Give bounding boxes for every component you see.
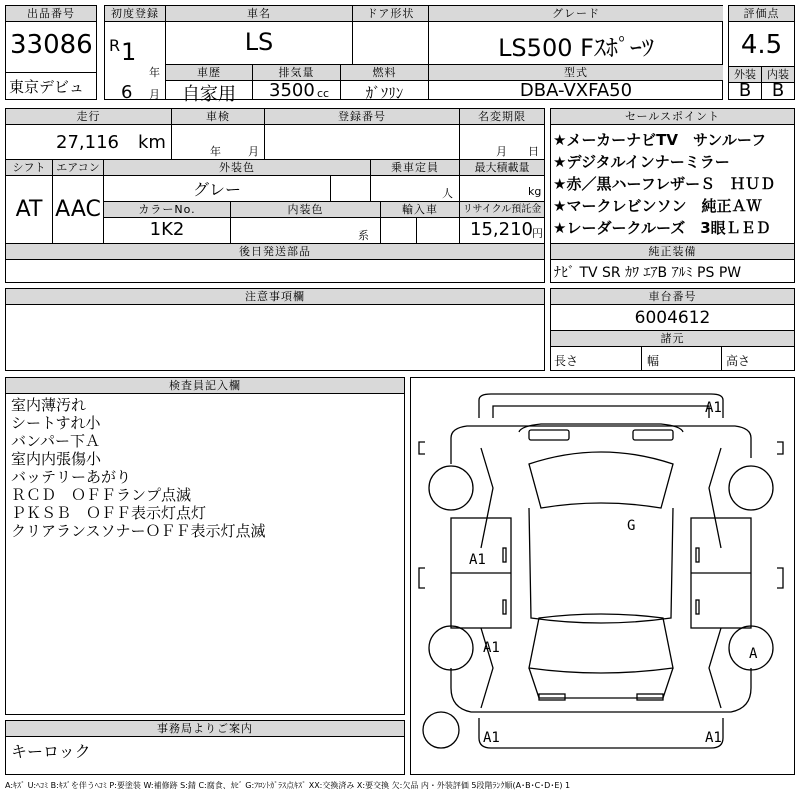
exterior-grade: B	[738, 80, 752, 101]
header-main-box	[104, 5, 723, 105]
inspector-note: ＰＫＳＢ ＯＦＦ表示灯点灯	[11, 504, 207, 522]
inspector-note: シートすれ小	[11, 414, 101, 432]
inspection-month-unit: 月	[248, 145, 259, 158]
name-change-month-unit: 月	[496, 145, 507, 158]
inspection-label: 車検	[172, 109, 264, 124]
score: 4.5	[740, 30, 783, 60]
recycle-amount: 15,210	[470, 219, 533, 240]
specs-box	[5, 108, 545, 283]
import-label: 輸入車	[381, 202, 459, 217]
office-label: 事務局よりご案内	[6, 721, 404, 736]
inspector-note: バンパー下Ａ	[11, 432, 100, 450]
sales-point-item: ★メーカーナビTV サンルーフ	[553, 131, 767, 149]
sales-point-item: ★マークレビンソン 純正ＡＷ	[553, 197, 762, 215]
car-name: LS	[244, 28, 274, 56]
max-load-label: 最大積載量	[460, 160, 544, 175]
ac-label: エアコン	[53, 160, 103, 175]
chassis-number: 6004612	[634, 308, 711, 328]
chassis-box	[550, 288, 795, 371]
ext-color: グレー	[192, 180, 241, 199]
dims-label: 諸元	[551, 331, 794, 346]
int-color-label: 内装色	[231, 202, 380, 217]
displacement-unit: cc	[317, 87, 330, 100]
first-reg-label: 初度登録	[105, 6, 165, 21]
inspector-box	[5, 377, 405, 715]
lot-number: 33086	[10, 30, 93, 60]
damage-mark-rear-left: A1	[483, 730, 500, 746]
chassis-label: 車台番号	[551, 289, 794, 304]
history-label: 車歴	[166, 65, 252, 80]
car-diagram-box	[410, 377, 795, 775]
height-label: 高さ	[726, 354, 751, 368]
max-load-unit: kg	[528, 185, 542, 198]
grade: LS500 Fｽﾎﾟｰﾂ	[498, 34, 654, 62]
office-text: キーロック	[11, 742, 91, 761]
era: R	[109, 36, 121, 55]
sales-point-item: ★赤／黒ハーフレザーＳ ＨＵＤ	[553, 175, 776, 193]
shift: AT	[15, 197, 43, 222]
recycle-unit: 円	[532, 227, 543, 240]
model-code-label: 型式	[429, 65, 723, 80]
inspector-note: 室内内張傷小	[11, 450, 102, 468]
legend: A:ｷｽﾞ U:ﾍｺﾐ B:ｷｽﾞを伴うﾍｺﾐ P:要塗装 W:補修跡 S:錆 C:腐食、ｶﾋﾞ G:ﾌﾛﾝﾄｶﾞﾗｽ点ｷｽﾞ XX:交換済み X:要交換 欠:欠品 内・外装評価 5段階ﾗﾝｸ順(A･B･C･D･E) 1	[5, 781, 571, 790]
lot-number-label: 出品番号	[6, 6, 96, 21]
interior-label: 内装	[762, 67, 794, 82]
fuel: ｶﾞｿﾘﾝ	[365, 84, 404, 102]
venue: 東京デビュ	[9, 78, 85, 96]
notes-box	[5, 288, 545, 371]
month-unit: 月	[149, 88, 160, 101]
notes-label: 注意事項欄	[6, 289, 544, 304]
car-diagram	[411, 378, 794, 774]
office-box	[5, 720, 405, 775]
damage-mark-rear-right: A1	[705, 730, 722, 746]
inspection-year-unit: 年	[210, 145, 221, 158]
model-code: DBA-VXFA50	[519, 80, 633, 101]
score-box	[728, 5, 795, 100]
damage-mark-left-door: A1	[469, 552, 486, 568]
damage-mark-roof: G	[627, 518, 636, 534]
car-name-label: 車名	[166, 6, 352, 21]
width-label: 幅	[647, 354, 660, 368]
year-unit: 年	[149, 66, 160, 79]
int-color-unit: 系	[358, 229, 369, 242]
reg-year: 1	[121, 38, 137, 66]
damage-mark-left-rear: A1	[483, 640, 500, 656]
capacity-label: 乗車定員	[371, 160, 459, 175]
mileage-label: 走行	[6, 109, 171, 124]
name-change-day-unit: 日	[528, 145, 539, 158]
capacity-unit: 人	[442, 187, 453, 200]
length-label: 長さ	[554, 354, 579, 368]
shift-label: シフト	[6, 160, 52, 175]
mileage: 27,116	[56, 132, 119, 153]
sales-point-item: ★デジタルインナーミラー	[553, 153, 730, 171]
sales-points-box	[550, 108, 795, 283]
sales-point-item: ★レーダークルーズ 3眼ＬＥＤ	[553, 219, 771, 237]
color-no-label: カラーNo.	[104, 202, 230, 217]
inspector-note: 室内薄汚れ	[11, 396, 87, 414]
equipment-items: ﾅﾋﾞ TV SR ｶﾜ ｴｱB ｱﾙﾐ PS PW	[554, 265, 742, 281]
name-change-label: 名変期限	[460, 109, 544, 124]
sales-points-label: セールスポイント	[551, 109, 794, 124]
recycle-label: リサイクル預託金	[460, 202, 544, 217]
reg-number-label: 登録番号	[265, 109, 459, 124]
door-label: ドア形状	[353, 6, 428, 21]
inspector-note: バッテリーあがり	[11, 468, 132, 486]
inspector-note: クリアランスソナーＯＦＦ表示灯点滅	[11, 522, 266, 540]
exterior-label: 外装	[729, 67, 761, 82]
later-parts-label: 後日発送部品	[6, 244, 544, 259]
ac: AAC	[55, 197, 101, 222]
lot-number-box	[5, 5, 97, 100]
history: 自家用	[182, 84, 236, 105]
grade-label: グレード	[429, 6, 723, 21]
equipment-label: 純正装備	[551, 244, 794, 259]
ext-color-label: 外装色	[104, 160, 370, 175]
interior-grade: B	[771, 80, 785, 101]
score-label: 評価点	[729, 6, 794, 21]
inspector-label: 検査員記入欄	[6, 378, 404, 393]
fuel-label: 燃料	[341, 65, 428, 80]
reg-month: 6	[121, 82, 133, 103]
damage-mark-front-right: A1	[705, 400, 722, 416]
displacement-label: 排気量	[253, 65, 340, 80]
damage-mark-right-rear: A	[749, 646, 758, 662]
color-no: 1K2	[149, 219, 185, 240]
inspector-note: ＲＣＤ ＯＦＦランプ点滅	[11, 486, 192, 504]
displacement: 3500	[269, 80, 315, 101]
mileage-unit: km	[138, 132, 166, 153]
